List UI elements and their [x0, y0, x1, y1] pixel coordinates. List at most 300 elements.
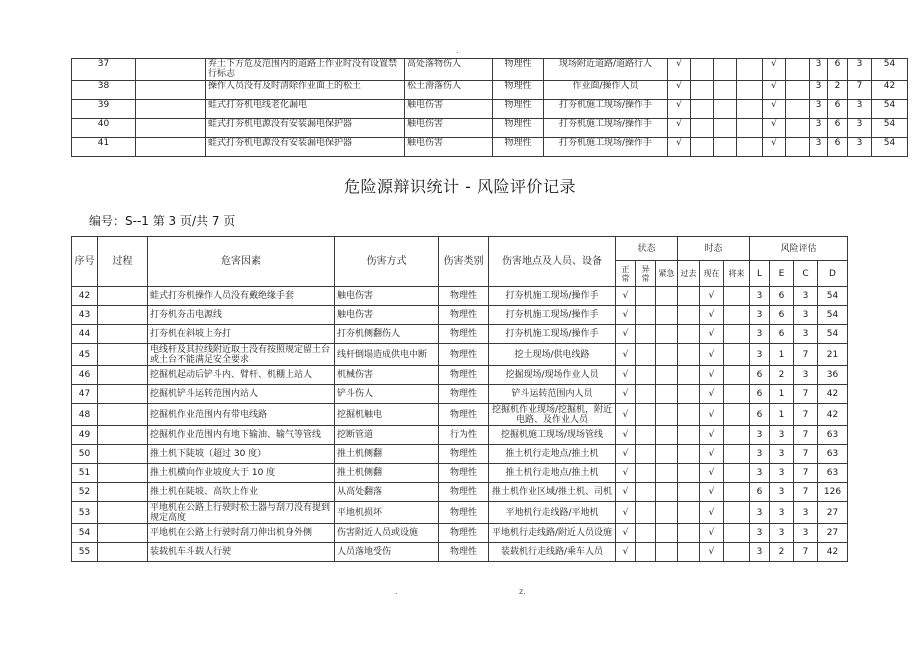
- table-row: [72, 385, 848, 404]
- cell-hazard: 装载机车斗载人行驶: [148, 543, 335, 562]
- cell-L: 6: [750, 385, 770, 404]
- cell-D: 54: [818, 287, 848, 306]
- cell-tense-future: [724, 306, 750, 325]
- cell-state-abnormal: [636, 287, 656, 306]
- cell-harm-mode: 人员落地受伤: [335, 543, 439, 562]
- cell-location: 打夯机施工现场/操作手: [489, 325, 616, 344]
- cell-harm-mode: 铲斗伤人: [335, 385, 439, 404]
- cell-D: 21: [818, 344, 848, 366]
- cell-location: 作业面/操作人员: [544, 81, 668, 100]
- cell-tense-present: √: [700, 502, 724, 524]
- cell-state-emergency: [714, 138, 737, 157]
- cell-D: 54: [872, 138, 908, 157]
- cell-process: [98, 445, 148, 464]
- cell-C: 7: [794, 464, 818, 483]
- cell-state-abnormal: [636, 306, 656, 325]
- cell-location: 打夯机施工现场/操作手: [544, 138, 668, 157]
- cell-E: 6: [770, 325, 794, 344]
- cell-location: 挖土现场/供电线路: [489, 344, 616, 366]
- cell-D: 54: [818, 306, 848, 325]
- cell-tense-past: [737, 138, 763, 157]
- cell-tense-present: √: [700, 366, 724, 385]
- cell-tense-past: [678, 543, 700, 562]
- cell-location: 挖掘机作业现场/挖掘机，附近电路、及作业人员: [489, 404, 616, 426]
- header-tense: 时态: [678, 237, 750, 261]
- header-seq: 序号: [72, 237, 98, 287]
- cell-tense-past: [678, 344, 700, 366]
- cell-harm-mode: 高处落物伤人: [405, 59, 493, 81]
- cell-tense-past: [678, 366, 700, 385]
- cell-state-abnormal: [636, 385, 656, 404]
- cell-tense-future: [786, 119, 810, 138]
- cell-no: 48: [72, 404, 98, 426]
- cell-C: 7: [794, 445, 818, 464]
- header-E: E: [770, 261, 794, 287]
- cell-state-emergency: [656, 426, 678, 445]
- cell-tense-present: √: [700, 445, 724, 464]
- table-row: [72, 138, 908, 157]
- page-title: 危险源辩识统计 - 风险评价记录: [344, 177, 576, 196]
- cell-harm-category: 物理性: [493, 138, 544, 157]
- header-location: 伤害地点及人员、设备: [489, 237, 616, 287]
- cell-tense-future: [724, 483, 750, 502]
- cell-location: 推土机行走地点/推土机: [489, 464, 616, 483]
- cell-harm-category: 行为性: [439, 426, 489, 445]
- cell-state-emergency: [656, 287, 678, 306]
- cell-location: 打夯机施工现场/操作手: [544, 100, 668, 119]
- cell-tense-past: [678, 306, 700, 325]
- cell-no: 41: [72, 138, 136, 157]
- cell-hazard: 打夯机夯击电源线: [148, 306, 335, 325]
- cell-hazard: 挖掘机铲斗运转范围内站人: [148, 385, 335, 404]
- header-state-emergency: 紧急: [656, 261, 678, 287]
- cell-L: 3: [810, 138, 828, 157]
- cell-L: 3: [810, 119, 828, 138]
- cell-state-emergency: [656, 366, 678, 385]
- table-row: [72, 81, 908, 100]
- cell-state-emergency: [656, 524, 678, 543]
- header-C: C: [794, 261, 818, 287]
- cell-process: [136, 59, 206, 81]
- cell-C: 3: [794, 287, 818, 306]
- cell-E: 1: [770, 344, 794, 366]
- cell-state-normal: √: [616, 502, 636, 524]
- cell-no: 37: [72, 59, 136, 81]
- cell-state-emergency: [656, 445, 678, 464]
- cell-no: 42: [72, 287, 98, 306]
- top-risk-table: [71, 58, 908, 157]
- cell-tense-present: √: [763, 100, 786, 119]
- cell-harm-mode: 推土机侧翻: [335, 464, 439, 483]
- cell-process: [98, 524, 148, 543]
- cell-harm-mode: 伤害附近人员或设施: [335, 524, 439, 543]
- cell-tense-future: [724, 524, 750, 543]
- cell-tense-past: [678, 524, 700, 543]
- cell-state-normal: √: [616, 325, 636, 344]
- cell-tense-future: [786, 81, 810, 100]
- cell-tense-past: [737, 100, 763, 119]
- cell-no: 49: [72, 426, 98, 445]
- cell-E: 6: [828, 119, 848, 138]
- cell-no: 53: [72, 502, 98, 524]
- header-tense-present: 现在: [700, 261, 724, 287]
- table-row: [72, 325, 848, 344]
- cell-hazard: 推土机下陡坡（超过 30 度）: [148, 445, 335, 464]
- cell-D: 42: [818, 385, 848, 404]
- cell-D: 36: [818, 366, 848, 385]
- table-row: [72, 445, 848, 464]
- cell-state-abnormal: [691, 119, 714, 138]
- header-harm-category: 伤害类别: [439, 237, 489, 287]
- cell-tense-past: [678, 325, 700, 344]
- cell-E: 3: [770, 502, 794, 524]
- cell-state-emergency: [656, 502, 678, 524]
- header-L: L: [750, 261, 770, 287]
- table-row: [72, 59, 908, 81]
- cell-harm-category: 物理性: [439, 385, 489, 404]
- cell-no: 43: [72, 306, 98, 325]
- cell-C: 7: [794, 344, 818, 366]
- header-state: 状态: [616, 237, 678, 261]
- cell-harm-category: 物理性: [439, 524, 489, 543]
- cell-state-abnormal: [691, 59, 714, 81]
- cell-tense-present: √: [700, 464, 724, 483]
- cell-D: 54: [818, 325, 848, 344]
- cell-harm-mode: 触电伤害: [405, 138, 493, 157]
- cell-no: 46: [72, 366, 98, 385]
- cell-process: [98, 483, 148, 502]
- cell-location: 推土机行走地点/推土机: [489, 445, 616, 464]
- cell-state-abnormal: [636, 483, 656, 502]
- header-hazard: 危害因素: [148, 237, 335, 287]
- cell-C: 7: [848, 81, 872, 100]
- cell-process: [136, 100, 206, 119]
- cell-state-normal: √: [616, 445, 636, 464]
- cell-process: [98, 325, 148, 344]
- cell-state-normal: √: [616, 385, 636, 404]
- cell-L: 3: [750, 502, 770, 524]
- cell-state-emergency: [714, 59, 737, 81]
- cell-C: 3: [794, 306, 818, 325]
- cell-L: 3: [750, 344, 770, 366]
- table-row: [72, 464, 848, 483]
- cell-tense-future: [724, 445, 750, 464]
- table-row: [72, 426, 848, 445]
- cell-D: 42: [872, 81, 908, 100]
- table-row: [72, 524, 848, 543]
- cell-state-emergency: [656, 344, 678, 366]
- cell-tense-future: [724, 464, 750, 483]
- footer-right-mark: z.: [519, 587, 526, 596]
- cell-C: 3: [848, 138, 872, 157]
- cell-C: 3: [794, 325, 818, 344]
- cell-no: 54: [72, 524, 98, 543]
- cell-process: [98, 385, 148, 404]
- cell-state-normal: √: [616, 366, 636, 385]
- cell-state-normal: √: [616, 483, 636, 502]
- cell-E: 6: [770, 287, 794, 306]
- cell-harm-category: 物理性: [493, 59, 544, 81]
- cell-harm-mode: 推土机侧翻: [335, 445, 439, 464]
- cell-harm-mode: 挖断管道: [335, 426, 439, 445]
- table-row: [72, 119, 908, 138]
- cell-process: [98, 502, 148, 524]
- cell-hazard: 电线杆及其拉线附近取土没有按照规定留土台或土台不能满足安全要求: [148, 344, 335, 366]
- table-row: [72, 344, 848, 366]
- cell-process: [98, 306, 148, 325]
- cell-hazard: 挖掘机作业范围内有带电线路: [148, 404, 335, 426]
- cell-no: 45: [72, 344, 98, 366]
- header-harm-mode: 伤害方式: [335, 237, 439, 287]
- cell-tense-past: [678, 502, 700, 524]
- cell-tense-past: [678, 464, 700, 483]
- cell-state-normal: √: [616, 524, 636, 543]
- cell-tense-future: [724, 325, 750, 344]
- cell-E: 6: [770, 306, 794, 325]
- cell-hazard: 平地机在公路上行驶时松土器与刮刀没有提到规定高度: [148, 502, 335, 524]
- cell-state-abnormal: [636, 426, 656, 445]
- cell-E: 3: [770, 524, 794, 543]
- cell-location: 打夯机施工现场/操作手: [544, 119, 668, 138]
- cell-L: 3: [750, 306, 770, 325]
- cell-tense-present: √: [700, 404, 724, 426]
- cell-location: 打夯机施工现场/操作手: [489, 306, 616, 325]
- cell-tense-present: √: [763, 59, 786, 81]
- cell-process: [136, 119, 206, 138]
- header-state-normal: 正常: [616, 261, 636, 287]
- cell-tense-past: [678, 404, 700, 426]
- cell-tense-future: [724, 404, 750, 426]
- cell-harm-category: 物理性: [439, 287, 489, 306]
- cell-harm-category: 物理性: [439, 306, 489, 325]
- cell-state-normal: √: [616, 464, 636, 483]
- top-mark: .: [456, 46, 459, 55]
- cell-tense-past: [737, 81, 763, 100]
- cell-E: 3: [770, 464, 794, 483]
- cell-harm-category: 物理性: [439, 325, 489, 344]
- cell-tense-present: √: [700, 306, 724, 325]
- cell-C: 3: [794, 366, 818, 385]
- footer-left-mark: .: [395, 587, 398, 596]
- cell-state-abnormal: [691, 138, 714, 157]
- cell-E: 6: [828, 138, 848, 157]
- cell-tense-present: √: [700, 325, 724, 344]
- cell-no: 51: [72, 464, 98, 483]
- cell-C: 3: [848, 59, 872, 81]
- cell-tense-future: [724, 385, 750, 404]
- cell-location: 铲斗运转范围内人员: [489, 385, 616, 404]
- main-risk-table: [71, 236, 848, 562]
- cell-hazard: 挖掘机作业范围内有地下输油、输气等管线: [148, 426, 335, 445]
- cell-tense-past: [678, 483, 700, 502]
- cell-tense-future: [724, 344, 750, 366]
- cell-tense-past: [678, 445, 700, 464]
- cell-process: [98, 543, 148, 562]
- cell-process: [136, 138, 206, 157]
- cell-state-normal: √: [616, 287, 636, 306]
- cell-process: [98, 287, 148, 306]
- cell-location: 推土机作业区域/推土机、司机: [489, 483, 616, 502]
- cell-harm-category: 物理性: [439, 483, 489, 502]
- table-row: [72, 100, 908, 119]
- cell-C: 7: [794, 385, 818, 404]
- cell-L: 3: [750, 543, 770, 562]
- header-process: 过程: [98, 237, 148, 287]
- cell-harm-category: 物理性: [439, 543, 489, 562]
- cell-state-abnormal: [636, 464, 656, 483]
- main-table-body: [72, 287, 848, 562]
- cell-D: 27: [818, 524, 848, 543]
- cell-E: 6: [828, 59, 848, 81]
- table-row: [72, 404, 848, 426]
- cell-tense-past: [678, 426, 700, 445]
- cell-state-abnormal: [691, 81, 714, 100]
- cell-location: 挖掘现场/现场作业人员: [489, 366, 616, 385]
- cell-tense-present: √: [700, 524, 724, 543]
- table-row: [72, 366, 848, 385]
- cell-L: 3: [750, 445, 770, 464]
- cell-D: 42: [818, 404, 848, 426]
- cell-E: 3: [770, 426, 794, 445]
- header-risk: 风险评估: [750, 237, 848, 261]
- cell-D: 54: [872, 59, 908, 81]
- header-tense-past: 过去: [678, 261, 700, 287]
- cell-tense-past: [737, 119, 763, 138]
- cell-process: [98, 344, 148, 366]
- cell-state-emergency: [656, 543, 678, 562]
- cell-hazard: 平地机在公路上行驶时刮刀伸出机身外侧: [148, 524, 335, 543]
- cell-state-normal: √: [668, 138, 691, 157]
- cell-state-emergency: [714, 119, 737, 138]
- cell-process: [136, 81, 206, 100]
- cell-C: 3: [848, 100, 872, 119]
- cell-harm-category: 物理性: [439, 366, 489, 385]
- cell-process: [98, 366, 148, 385]
- cell-location: 平地机行走线路/平地机: [489, 502, 616, 524]
- cell-tense-future: [786, 100, 810, 119]
- cell-harm-category: 物理性: [439, 344, 489, 366]
- cell-harm-mode: 松土滑落伤人: [405, 81, 493, 100]
- cell-harm-category: 物理性: [439, 404, 489, 426]
- cell-state-abnormal: [636, 366, 656, 385]
- cell-L: 3: [750, 464, 770, 483]
- cell-state-emergency: [656, 306, 678, 325]
- cell-D: 54: [872, 119, 908, 138]
- header-tense-future: 将来: [724, 261, 750, 287]
- cell-state-abnormal: [691, 100, 714, 119]
- cell-process: [98, 404, 148, 426]
- cell-C: 3: [794, 502, 818, 524]
- cell-tense-present: √: [700, 426, 724, 445]
- cell-process: [98, 464, 148, 483]
- cell-state-emergency: [656, 385, 678, 404]
- cell-C: 7: [794, 404, 818, 426]
- cell-location: 打夯机施工现场/操作手: [489, 287, 616, 306]
- cell-no: 38: [72, 81, 136, 100]
- cell-state-emergency: [656, 483, 678, 502]
- cell-tense-future: [786, 138, 810, 157]
- cell-tense-future: [724, 426, 750, 445]
- cell-state-normal: √: [668, 100, 691, 119]
- cell-tense-present: √: [700, 483, 724, 502]
- cell-C: 3: [848, 119, 872, 138]
- cell-tense-past: [678, 385, 700, 404]
- cell-D: 27: [818, 502, 848, 524]
- cell-L: 6: [750, 404, 770, 426]
- cell-L: 3: [810, 100, 828, 119]
- cell-L: 6: [750, 366, 770, 385]
- cell-state-abnormal: [636, 404, 656, 426]
- cell-state-emergency: [656, 325, 678, 344]
- cell-E: 2: [828, 81, 848, 100]
- cell-hazard: 推土机横向作业坡度大于 10 度: [148, 464, 335, 483]
- cell-E: 6: [828, 100, 848, 119]
- cell-state-normal: √: [616, 404, 636, 426]
- table-row: [72, 483, 848, 502]
- cell-state-abnormal: [636, 325, 656, 344]
- cell-hazard: 推土机在陡坡、高坎上作业: [148, 483, 335, 502]
- cell-E: 2: [770, 543, 794, 562]
- cell-tense-present: √: [700, 344, 724, 366]
- cell-state-normal: √: [668, 59, 691, 81]
- cell-process: [98, 426, 148, 445]
- cell-state-normal: √: [616, 426, 636, 445]
- cell-harm-mode: 触电伤害: [405, 100, 493, 119]
- table-row: [72, 502, 848, 524]
- cell-harm-mode: 平地机损坏: [335, 502, 439, 524]
- cell-state-normal: √: [616, 543, 636, 562]
- cell-D: 126: [818, 483, 848, 502]
- cell-L: 6: [750, 483, 770, 502]
- cell-E: 2: [770, 366, 794, 385]
- cell-tense-past: [678, 287, 700, 306]
- header-state-abnormal: 异常: [636, 261, 656, 287]
- cell-hazard: 打夯机在斜坡上夯打: [148, 325, 335, 344]
- cell-harm-mode: 从高处翻落: [335, 483, 439, 502]
- cell-E: 1: [770, 385, 794, 404]
- cell-harm-category: 物理性: [493, 81, 544, 100]
- cell-L: 3: [750, 287, 770, 306]
- cell-L: 3: [750, 524, 770, 543]
- cell-harm-category: 物理性: [493, 119, 544, 138]
- cell-harm-mode: 打夯机侧翻伤人: [335, 325, 439, 344]
- cell-harm-mode: 机械伤害: [335, 366, 439, 385]
- cell-state-normal: √: [668, 119, 691, 138]
- table-row: [72, 306, 848, 325]
- cell-harm-mode: 触电伤害: [335, 287, 439, 306]
- cell-E: 1: [770, 404, 794, 426]
- cell-E: 3: [770, 445, 794, 464]
- cell-location: 平地机行走线路/附近人员设施: [489, 524, 616, 543]
- cell-tense-future: [724, 366, 750, 385]
- cell-state-abnormal: [636, 524, 656, 543]
- cell-tense-past: [737, 59, 763, 81]
- cell-D: 42: [818, 543, 848, 562]
- cell-hazard: 蛙式打夯机电源没有安装漏电保护器: [206, 119, 405, 138]
- header-D: D: [818, 261, 848, 287]
- cell-L: 3: [750, 426, 770, 445]
- cell-D: 63: [818, 464, 848, 483]
- cell-hazard: 蛙式打夯机电源没有安装漏电保护器: [206, 138, 405, 157]
- cell-state-emergency: [714, 81, 737, 100]
- cell-tense-present: √: [763, 119, 786, 138]
- cell-hazard: 弃土下方危及范围内的道路上作业时没有设置禁行标志: [206, 59, 405, 81]
- cell-harm-mode: 触电伤害: [335, 306, 439, 325]
- cell-state-normal: √: [616, 306, 636, 325]
- cell-no: 44: [72, 325, 98, 344]
- cell-no: 47: [72, 385, 98, 404]
- cell-state-abnormal: [636, 445, 656, 464]
